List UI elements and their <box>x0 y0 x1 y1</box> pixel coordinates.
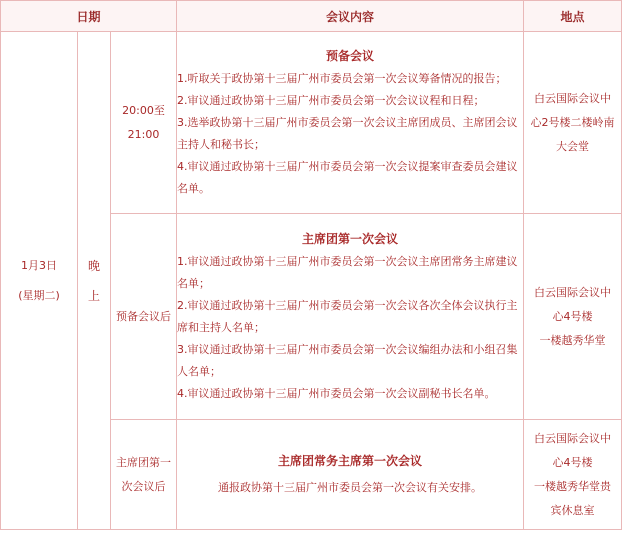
session-content <box>177 214 524 420</box>
header-row <box>1 1 622 32</box>
date-weekday: (星期二) <box>18 288 60 302</box>
location-line: 心2号楼二楼岭南 <box>530 115 615 129</box>
session-time <box>111 32 177 214</box>
time-line: 21:00 <box>127 127 160 141</box>
location-line: 宾休息室 <box>550 503 595 517</box>
agenda-item: 3.选举政协第十三届广州市委员会第一次会议主席团成员、主席团会议主持人和秘书长； <box>177 115 518 151</box>
agenda-item: 2.审议通过政协第十三届广州市委员会第一次会议议程和日程； <box>177 93 485 107</box>
session-content <box>177 420 524 530</box>
period-cell <box>78 32 111 530</box>
session-content <box>177 32 524 214</box>
agenda-item: 1.听取关于政协第十三届广州市委员会第一次会议筹备情况的报告； <box>177 71 507 85</box>
session-time <box>111 214 177 420</box>
session-title: 预备会议 <box>326 48 375 63</box>
session-row <box>1 32 622 214</box>
header-date: 日期 <box>1 1 177 32</box>
date-cell <box>1 32 78 530</box>
location-line: 白云国际会议中 <box>534 91 612 105</box>
session-title: 主席团常务主席第一次会议 <box>278 453 423 468</box>
agenda-list <box>177 251 523 405</box>
agenda-item: 4.审议通过政协第十三届广州市委员会第一次会议副秘书长名单。 <box>177 386 496 400</box>
agenda-list <box>177 68 523 200</box>
time-line: 次会议后 <box>121 479 166 493</box>
location-line: 白云国际会议中 <box>534 431 612 445</box>
location-line: 一楼越秀华堂 <box>539 333 606 347</box>
location-line: 大会堂 <box>556 139 590 153</box>
session-location <box>524 32 622 214</box>
agenda-item: 1.审议通过政协第十三届广州市委员会第一次会议主席团常务主席建议名单； <box>177 254 518 290</box>
header-location: 地点 <box>524 1 622 32</box>
time-line: 预备会议后 <box>116 309 172 323</box>
agenda-item: 4.审议通过政协第十三届广州市委员会第一次会议提案审查委员会建议名单。 <box>177 159 518 195</box>
period-char: 晚 <box>87 258 100 273</box>
time-line: 主席团第一 <box>116 455 172 469</box>
session-text: 通报政协第十三届广州市委员会第一次会议有关安排。 <box>218 480 483 494</box>
time-line: 20:00至 <box>122 103 165 117</box>
agenda-item: 2.审议通过政协第十三届广州市委员会第一次会议各次全体会议执行主席和主持人名单； <box>177 298 518 334</box>
header-content: 会议内容 <box>177 1 524 32</box>
session-time <box>111 420 177 530</box>
session-location <box>524 420 622 530</box>
session-title: 主席团第一次会议 <box>302 231 399 246</box>
location-line: 心4号楼 <box>552 455 593 469</box>
location-line: 心4号楼 <box>552 309 593 323</box>
location-line: 一楼越秀华堂贵 <box>534 479 612 493</box>
agenda-item: 3.审议通过政协第十三届广州市委员会第一次会议编组办法和小组召集人名单； <box>177 342 518 378</box>
session-location <box>524 214 622 420</box>
location-line: 白云国际会议中 <box>534 285 612 299</box>
date-day: 1月3日 <box>21 258 57 272</box>
period-char: 上 <box>87 288 100 303</box>
